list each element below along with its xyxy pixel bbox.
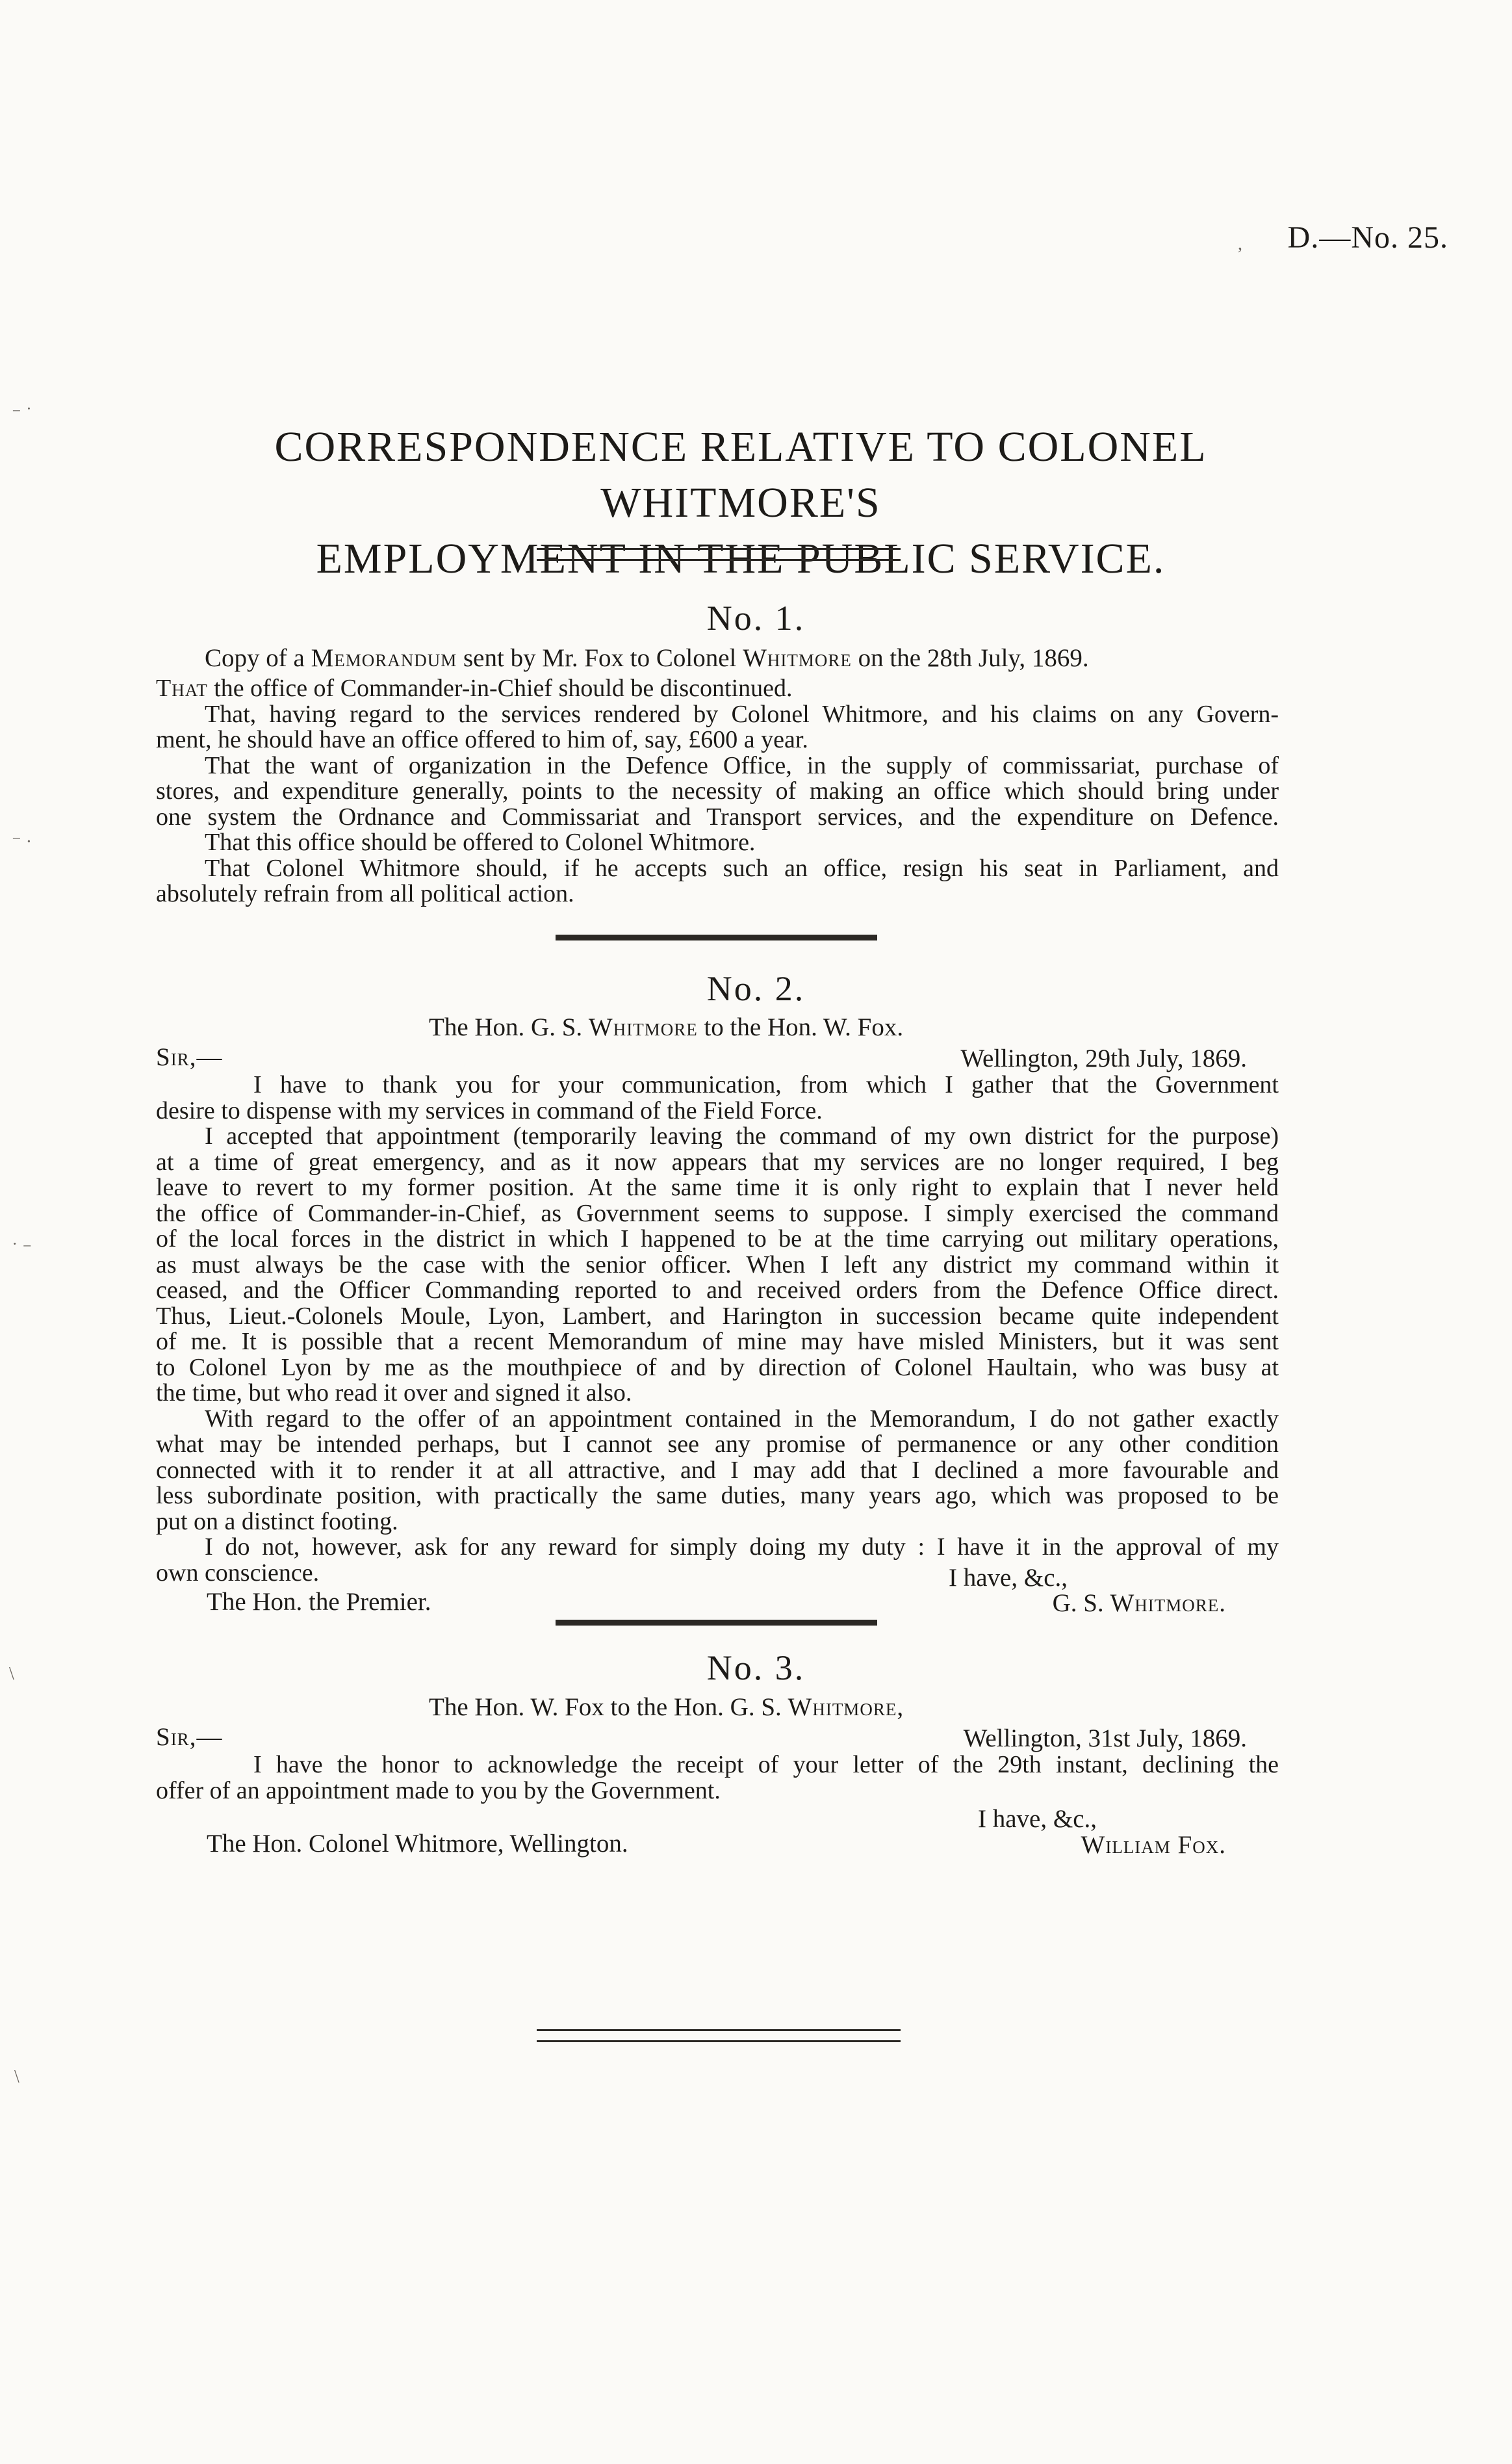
text-line: less subordinate position, with practically the same duties, many years ago, which was proposed to be <box>156 1482 1279 1509</box>
section-number-2: No. 2. <box>706 969 806 1008</box>
memorandum-body <box>156 676 1279 907</box>
text-line: With regard to the offer of an appointment contained in the Memorandum, I do not gather exactly <box>205 1405 1279 1433</box>
text-line: That this office should be offered to Colonel Whitmore. <box>205 829 756 856</box>
addressee: The Hon. the Premier. <box>207 1588 431 1616</box>
title-line-1: CORRESPONDENCE RELATIVE TO COLONEL WHITMORE'S <box>274 423 1207 526</box>
text-line: to Colonel Lyon by me as the mouthpiece of and by direction of Colonel Haultain, who was busy at <box>156 1353 1279 1381</box>
section-divider <box>556 1620 877 1626</box>
text-line: absolutely refrain from all political action. <box>156 880 574 907</box>
text-line: Thus, Lieut.-Colonels Moule, Lyon, Lambert, and Harington in succession became quite independent <box>156 1302 1279 1330</box>
memorandum-caption: Copy of a Memorandum sent by Mr. Fox to Colonel Whitmore on the 28th July, 1869. <box>205 644 1089 672</box>
text-line: ment, he should have an office offered to him of, say, £600 a year. <box>156 726 808 753</box>
signature: G. S. Whitmore. <box>1052 1589 1226 1617</box>
text-line: of me. It is possible that a recent Memorandum of mine may have misled Ministers, but it was sent <box>156 1328 1279 1355</box>
text-line: That, having regard to the services rendered by Colonel Whitmore, and his claims on any Govern- <box>205 700 1279 728</box>
text-line: That the want of organization in the Defence Office, in the supply of commissariat, purchase of <box>205 751 1279 779</box>
section-number-1: No. 1. <box>706 599 806 638</box>
letter-caption: The Hon. W. Fox to the Hon. G. S. Whitmore, <box>429 1693 904 1721</box>
text-line: I have the honor to acknowledge the receipt of your letter of the 29th instant, declining the <box>253 1751 1279 1778</box>
salutation: Sir,— <box>156 1723 223 1751</box>
salutation: Sir,— <box>156 1043 223 1071</box>
title-line-2: EMPLOYMENT IN THE PUBLIC SERVICE. <box>316 535 1166 582</box>
letter-caption: The Hon. G. S. Whitmore to the Hon. W. Fox. <box>429 1013 904 1041</box>
margin-mark: ˙ ⁻ <box>12 1239 32 1260</box>
margin-mark: , <box>1238 234 1242 254</box>
text-line: one system the Ordnance and Commissariat and Transport services, and the expenditure on Defence. <box>156 803 1279 831</box>
end-divider <box>537 2029 901 2042</box>
page-title <box>195 419 1287 587</box>
addressee: The Hon. Colonel Whitmore, Wellington. <box>207 1830 628 1858</box>
closing: I have, &c., <box>978 1805 1097 1833</box>
text-line: That the office of Commander-in-Chief should be discontinued. <box>156 675 793 702</box>
text-line: desire to dispense with my services in command of the Field Force. <box>156 1096 823 1124</box>
text-line: I accepted that appointment (temporarily leaving the command of my own district for the purpose) <box>205 1122 1279 1150</box>
text-line: connected with it to render it at all attractive, and I may add that I declined a more favourable and <box>156 1456 1279 1484</box>
text-line: ceased, and the Officer Commanding reported to and received orders from the Defence Office direct. <box>156 1277 1279 1304</box>
text-line: own conscience. <box>156 1559 320 1587</box>
text-line: of the local forces in the district in which I happened to be at the time carrying out military operations, <box>156 1225 1279 1252</box>
text-line: at a time of great emergency, and as it now appears that my services are no longer required, I beg <box>156 1148 1279 1176</box>
text-line: the time, but who read it over and signed it also. <box>156 1379 632 1407</box>
text-line: the office of Commander-in-Chief, as Government seems to suppose. I simply exercised the command <box>156 1199 1279 1227</box>
text-line: as must always be the case with the senior officer. When I left any district my command within it <box>156 1251 1279 1278</box>
signature: William Fox. <box>1081 1831 1226 1859</box>
section-number-3: No. 3. <box>706 1648 806 1687</box>
text-line: stores, and expenditure generally, points to the necessity of making an office which should bring under <box>156 777 1279 805</box>
text-line: I have to thank you for your communication, from which I gather that the Government <box>253 1071 1279 1098</box>
margin-mark: ⁻ · <box>12 832 32 852</box>
margin-mark: \ <box>9 1664 14 1684</box>
text-line: offer of an appointment made to you by the Government. <box>156 1776 721 1804</box>
text-line: leave to revert to my former position. At the same time it is only right to explain that I never held <box>156 1174 1279 1201</box>
text-line: That Colonel Whitmore should, if he accepts such an office, resign his seat in Parliament, and <box>205 854 1279 882</box>
letter-body <box>156 1752 1279 1804</box>
text-line: I do not, however, ask for any reward for simply doing my duty : I have it in the approval of my <box>205 1533 1279 1561</box>
letter-body <box>156 1072 1279 1586</box>
margin-mark: \ <box>14 2067 19 2087</box>
place-date: Wellington, 29th July, 1869. <box>960 1044 1247 1072</box>
section-divider <box>556 935 877 940</box>
text-line: put on a distinct footing. <box>156 1507 398 1535</box>
margin-mark: ⁻ ˙ <box>12 404 32 424</box>
place-date: Wellington, 31st July, 1869. <box>963 1724 1247 1752</box>
title-divider <box>537 548 901 561</box>
text-line: what may be intended perhaps, but I cannot see any promise of permanence or any other condition <box>156 1431 1279 1458</box>
document-reference: D.—No. 25. <box>1287 220 1448 255</box>
closing: I have, &c., <box>949 1564 1068 1592</box>
